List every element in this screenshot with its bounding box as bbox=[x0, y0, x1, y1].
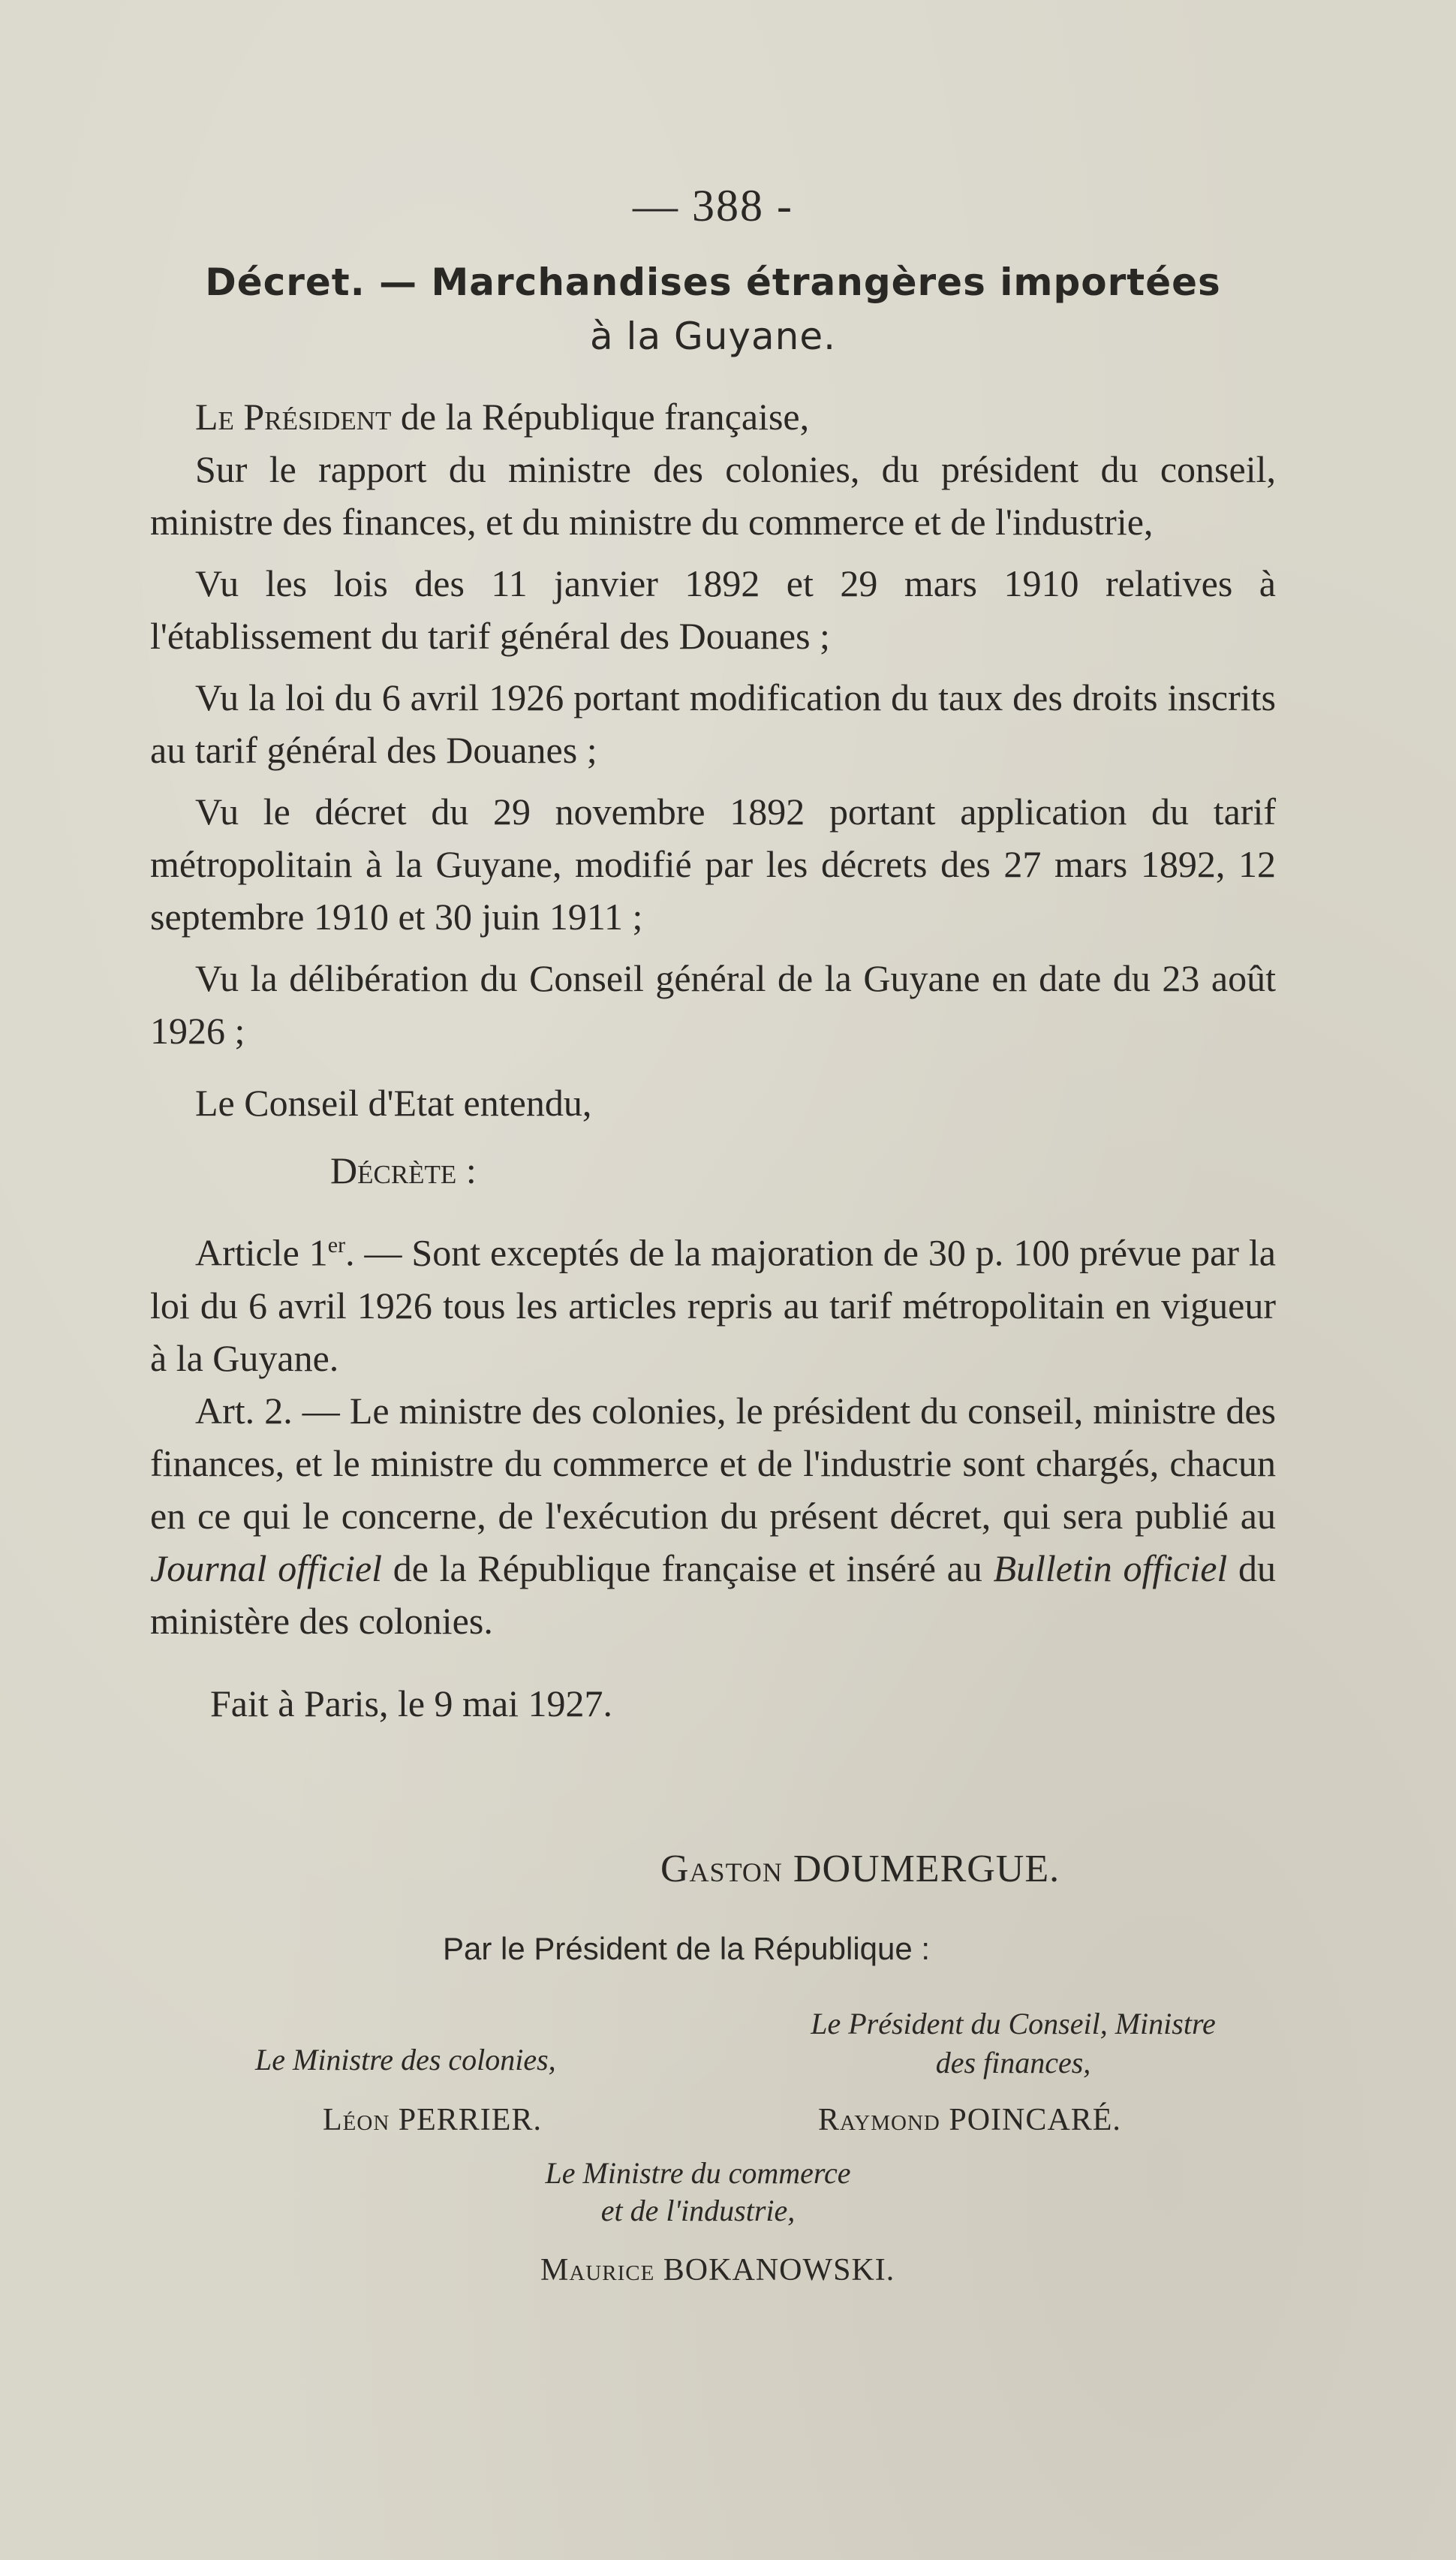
page-number: — 388 - bbox=[633, 181, 793, 230]
decree-title bbox=[150, 255, 1276, 363]
article-2 bbox=[150, 1384, 1276, 1647]
ministre-colonies-signature: Léon PERRIER. bbox=[323, 2103, 542, 2137]
document-page bbox=[150, 0, 1276, 2560]
article-1-label: Article 1 bbox=[195, 1231, 328, 1274]
journal-officiel: Journal officiel bbox=[150, 1547, 383, 1589]
president-conseil-signature: Raymond POINCARÉ. bbox=[818, 2103, 1121, 2137]
ministre-commerce-role bbox=[495, 2155, 901, 2230]
president-signature: Gaston DOUMERGUE. bbox=[660, 1848, 1060, 1890]
article-1 bbox=[150, 1219, 1276, 1384]
fait-a-paris: Fait à Paris, le 9 mai 1927. bbox=[210, 1682, 613, 1724]
president-conseil-role-line1: Le Président du Conseil, Ministre bbox=[811, 2007, 1216, 2040]
rapport-paragraph: Sur le rapport du ministre des colonies, du président du conseil, ministre des finances, et du ministre du commerce et de l'industrie, bbox=[150, 448, 1276, 543]
conseil-paragraph: Le Conseil d'Etat entendu, bbox=[195, 1082, 592, 1124]
president-conseil-role-line2: des finances, bbox=[935, 2046, 1091, 2080]
article-1-sup: er bbox=[327, 1233, 346, 1257]
ministre-commerce-role-line1: Le Ministre du commerce bbox=[545, 2156, 851, 2190]
vu-loi-1926-paragraph: Vu la loi du 6 avril 1926 portant modification du taux des droits inscrits au tarif général des Douanes ; bbox=[150, 676, 1276, 771]
ministre-commerce-role-line2: et de l'industrie, bbox=[600, 2194, 796, 2227]
ministre-commerce-signature: Maurice BOKANOWSKI. bbox=[540, 2253, 895, 2287]
vu-deliberation-paragraph: Vu la délibération du Conseil général de la Guyane en date du 23 août 1926 ; bbox=[150, 957, 1276, 1052]
decrete-heading: Décrète : bbox=[330, 1149, 477, 1191]
vu-lois-paragraph: Vu les lois des 11 janvier 1892 et 29 mars 1910 relatives à l'établissement du tarif général des Douanes ; bbox=[150, 562, 1276, 657]
article-2-text-c: du ministère des colonies. bbox=[150, 1547, 1277, 1642]
article-2-text-a: Art. 2. — Le ministre des colonies, le président du conseil, ministre des finances, et le ministre du commerce et de l'industrie sont chargés, chacun en ce qui le concerne, de l'exécution du présent décret, qui sera publié au bbox=[150, 1389, 1276, 1537]
vu-decret-paragraph: Vu le décret du 29 novembre 1892 portant application du tarif métropolitain à la Guyane, modifié par les décrets des 27 mars 1892, 12 septembre 1910 et 30 juin 1911 ; bbox=[150, 791, 1276, 938]
article-1-text: . — Sont exceptés de la majoration de 30 p. 100 prévue par la loi du 6 avril 1926 tous les articles repris au tarif métropolitain en vigueur à la Guyane. bbox=[150, 1231, 1276, 1379]
decree-title-line2: à la Guyane. bbox=[590, 315, 836, 358]
bulletin-officiel: Bulletin officiel bbox=[993, 1547, 1228, 1589]
ministre-colonies-role: Le Ministre des colonies, bbox=[255, 2043, 556, 2077]
article-2-text-b: de la République française et inséré au bbox=[382, 1547, 994, 1589]
preamble-rest: de la République française, bbox=[391, 396, 810, 438]
president-conseil-role bbox=[743, 2004, 1283, 2083]
preamble-lead: Le Président bbox=[195, 396, 392, 438]
decree-body bbox=[150, 390, 1276, 1730]
par-le-president: Par le Président de la République : bbox=[443, 1931, 931, 1966]
decree-title-line1: Décret. — Marchandises étrangères importées bbox=[205, 261, 1221, 304]
preamble bbox=[150, 390, 1276, 443]
